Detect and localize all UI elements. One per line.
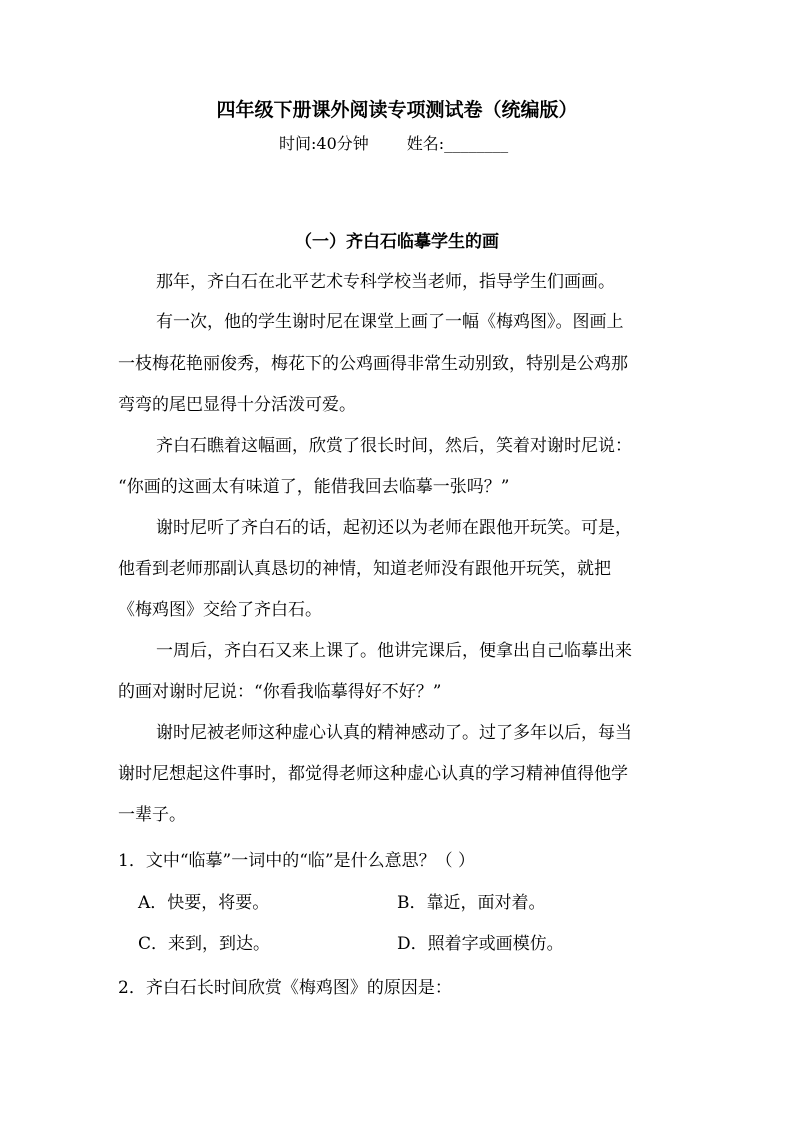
passage-line: 那年，齐白石在北平艺术专科学校当老师，指导学生们画画。 bbox=[156, 272, 615, 292]
passage-line: “你画的这画太有味道了，能借我回去临摹一张吗？” bbox=[118, 477, 510, 497]
page-title: 四年级下册课外阅读专项测试卷（统编版） bbox=[216, 99, 578, 121]
passage-line: 有一次，他的学生谢时尼在课堂上画了一幅《梅鸡图》。图画上 bbox=[156, 312, 624, 332]
passage-line: 齐白石瞧着这幅画，欣赏了很长时间，然后，笑着对谢时尼说： bbox=[156, 436, 632, 456]
passage-line: 的画对谢时尼说：“你看我临摹得好不好？” bbox=[118, 682, 442, 702]
option-d: D．照着字或画模仿。 bbox=[397, 934, 564, 954]
section-title: （一）齐白石临摹学生的画 bbox=[295, 232, 499, 252]
passage-line: 谢时尼被老师这种虚心认真的精神感动了。过了多年以后，每当 bbox=[156, 723, 632, 743]
exam-meta bbox=[279, 133, 508, 155]
passage-line: 弯弯的尾巴显得十分活泼可爱。 bbox=[118, 395, 356, 415]
time-label: 时间:40分钟 bbox=[279, 134, 369, 153]
option-b: B．靠近，面对着。 bbox=[397, 893, 546, 913]
passage-line: 谢时尼想起这件事时，都觉得老师这种虚心认真的学习精神值得他学 bbox=[118, 764, 628, 784]
passage-line: 他看到老师那副认真恳切的神情，知道老师没有跟他开玩笑，就把 bbox=[118, 559, 611, 579]
passage-line: 谢时尼听了齐白石的话，起初还以为老师在跟他开玩笑。可是， bbox=[156, 518, 632, 538]
question-text: 2．齐白石长时间欣赏《梅鸡图》的原因是： bbox=[118, 978, 452, 998]
question-text: 1．文中“临摹”一词中的“临”是什么意思？（ ） bbox=[118, 851, 475, 871]
passage-line: 《梅鸡图》交给了齐白石。 bbox=[118, 600, 322, 620]
passage-line: 一周后，齐白石又来上课了。他讲完课后，便拿出自己临摹出来 bbox=[156, 641, 632, 661]
option-a: A．快要，将要。 bbox=[138, 893, 270, 913]
passage-line: 一辈子。 bbox=[118, 805, 186, 825]
passage-line: 一枝梅花艳丽俊秀，梅花下的公鸡画得非常生动别致，特别是公鸡那 bbox=[118, 354, 628, 374]
name-field-label: 姓名:________ bbox=[406, 134, 509, 153]
option-c: C．来到，到达。 bbox=[138, 934, 271, 954]
